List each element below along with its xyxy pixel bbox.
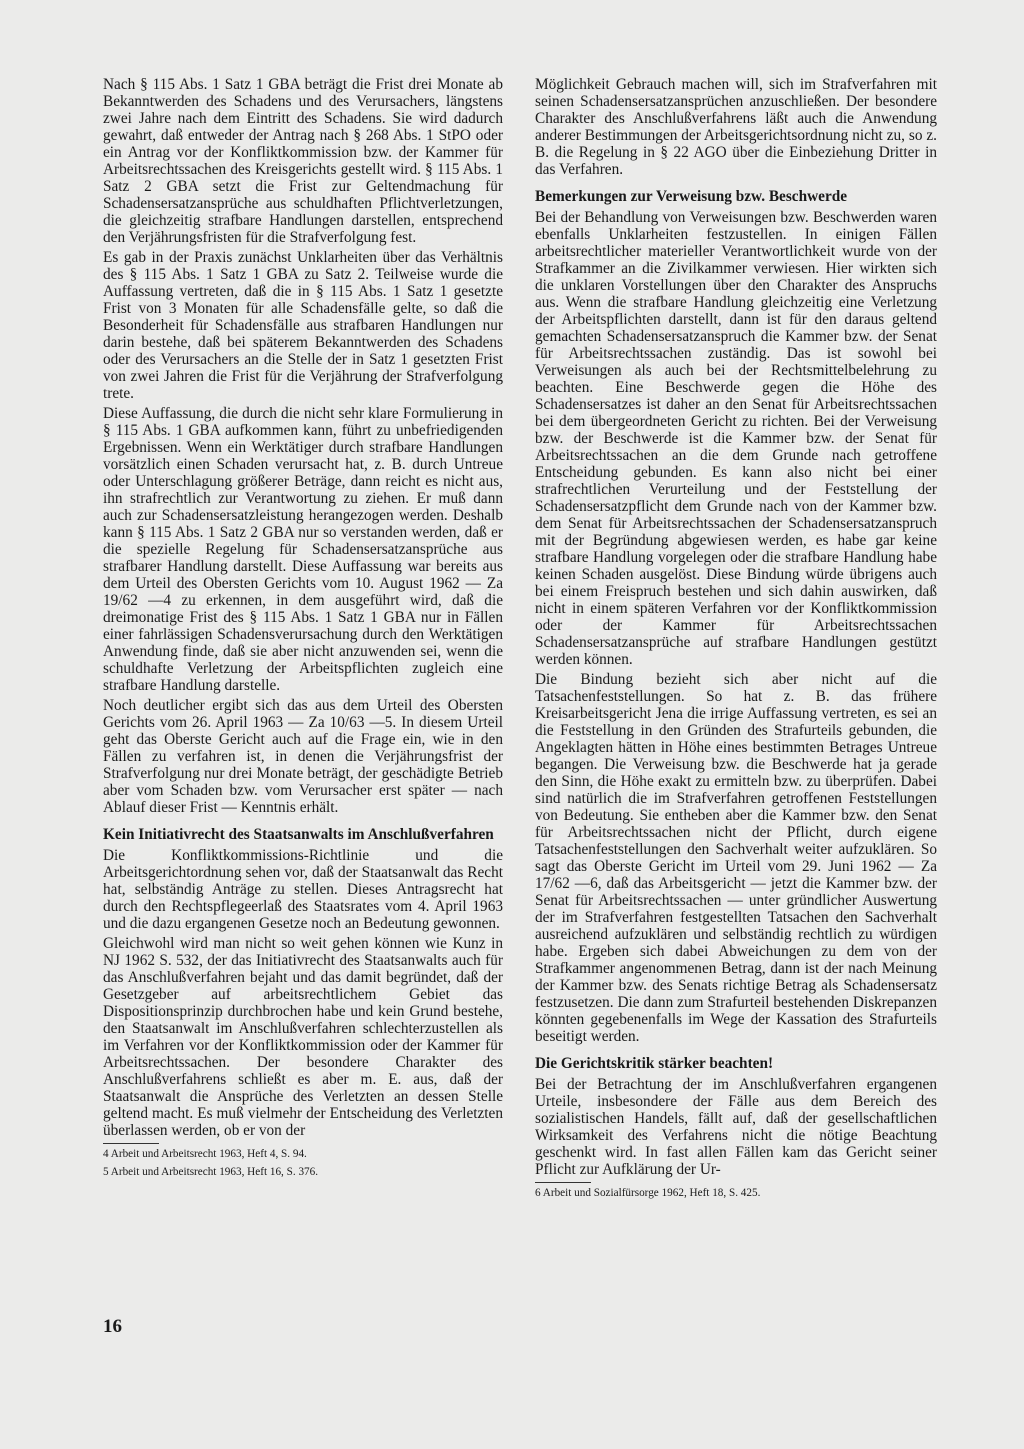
left-column bbox=[103, 76, 503, 1182]
footnote: 4 Arbeit und Arbeitsrecht 1963, Heft 4, S. 94. bbox=[103, 1148, 307, 1160]
section-heading: Die Gerichtskritik stärker beachten! bbox=[535, 1055, 774, 1072]
paragraph: Bei der Betrachtung der im Anschlußverfahren ergangenen Urteile, insbesondere der Fälle aus dem Bereich des sozialistischen Handels, fällt auf, daß der gesellschaftlichen Wirksamkeit des Verfahrens nicht die nötige Beachtung geschenkt wird. In fast allen Fällen kam das Gericht seiner Pflicht zur Aufklärung der Ur- bbox=[535, 1076, 937, 1178]
right-column bbox=[535, 76, 937, 1204]
footnote-divider bbox=[103, 1143, 159, 1144]
paragraph: Noch deutlicher ergibt sich das aus dem Urteil des Obersten Gerichts vom 26. April 1963 — Za 10/63 —5. In diesem Urteil geht das Oberste Gericht auch auf die Frage ein, wie in den Fällen zu verfahren ist, in denen die Verjährungsfrist der Strafverfolgung nur drei Monate beträgt, der geschädigte Betrieb aber vom Schaden bzw. vom Verursacher erst später — nach Ablauf dieser Frist — Kenntnis erhält. bbox=[103, 697, 503, 816]
paragraph: Die Konfliktkommissions-Richtlinie und die Arbeitsgerichtordnung sehen vor, daß der Staatsanwalt das Recht hat, selbständig Anträge zu stellen. Dieses Antragsrecht hat durch den Rechtspflegeerlaß des Staatsrates vom 4. April 1963 und die dazu ergangenen Gesetze noch an Bedeutung gewonnen. bbox=[103, 847, 503, 932]
paragraph: Diese Auffassung, die durch die nicht sehr klare Formulierung in § 115 Abs. 1 GBA aufkommen kann, führt zu unbefriedigenden Ergebnissen. Wenn ein Werktätiger durch strafbare Handlungen vorsätzlich einen Schaden verursacht hat, z. B. durch Untreue oder Unterschlagung größerer Beträge, dann reicht es nicht aus, ihn strafrechtlich zur Verantwortung zu ziehen. Er muß dann auch zur Schadensersatzleistung herangezogen werden. Deshalb kann § 115 Abs. 1 Satz 2 GBA nur so verstanden werden, daß er die spezielle Regelung für Schadensersatzansprüche aus strafbarer Handlung darstellt. Diese Auffassung war bereits aus dem Urteil des Obersten Gerichts vom 10. August 1962 — Za 19/62 —4 zu erkennen, in dem ausgeführt wird, daß die dreimonatige Frist des § 115 Abs. 1 Satz 1 GBA nur in Fällen einer fahrlässigen Schadensverursachung durch den Werktätigen Anwendung finde, daß sie aber nicht anzuwenden sei, wenn die schuldhafte Verletzung der Arbeitspflichten zugleich eine strafbare Handlung darstelle. bbox=[103, 405, 503, 694]
paragraph: Möglichkeit Gebrauch machen will, sich im Strafverfahren mit seinen Schadensersatzansprüchen anzuschließen. Der besondere Charakter des Anschlußverfahrens läßt auch die Anwendung anderer Bestimmungen der Arbeitsgerichtsordnung nicht zu, so z. B. die Regelung in § 22 AGO über die Einbeziehung Dritter in das Verfahren. bbox=[535, 76, 937, 178]
page-number: 16 bbox=[103, 1316, 122, 1337]
section-heading: Bemerkungen zur Verweisung bzw. Beschwerde bbox=[535, 188, 848, 205]
section-heading: Kein Initiativrecht des Staatsanwalts im Anschlußverfahren bbox=[103, 826, 494, 843]
paragraph: Gleichwohl wird man nicht so weit gehen können wie Kunz in NJ 1962 S. 532, der das Initiativrecht des Staatsanwalts auch für das Anschlußverfahren bejaht und das damit begründet, daß der Gesetzgeber auf arbeitsrechtlichem Gebiet das Dispositionsprinzip durchbrochen habe und kein Grund bestehe, den Staatsanwalt im Anschlußverfahren schlechterzustellen als im Verfahren vor der Konfliktkommission oder der Kammer für Arbeitsrechtssachen. Der besondere Charakter des Anschlußverfahrens schließt es aber m. E. aus, daß der Staatsanwalt die Ansprüche des Verletzten an dessen Stelle geltend macht. Es muß vielmehr der Entscheidung des Verletzten überlassen werden, ob er von der bbox=[103, 935, 503, 1139]
paragraph: Es gab in der Praxis zunächst Unklarheiten über das Verhältnis des § 115 Abs. 1 Satz 1 GBA zu Satz 2. Teilweise wurde die Auffassung vertreten, daß die in § 115 Abs. 1 Satz 1 gesetzte Frist von 3 Monaten für alle Schadensfälle gelte, so daß die Besonderheit für Schadensfälle aus strafbaren Handlungen nur darin bestehe, daß bei späterem Bekanntwerden des Schadens oder des Verursachers an die Stelle der in Satz 1 gesetzten Frist von zwei Jahren die Frist für die Verjährung der Strafverfolgung trete. bbox=[103, 249, 503, 402]
footnote: 6 Arbeit und Sozialfürsorge 1962, Heft 18, S. 425. bbox=[535, 1187, 761, 1199]
paragraph: Nach § 115 Abs. 1 Satz 1 GBA beträgt die Frist drei Monate ab Bekanntwerden des Schadens und des Verursachers, längstens zwei Jahre nach dem Eintritt des Schadens. Sie wird dadurch gewahrt, daß entweder der Antrag nach § 268 Abs. 1 StPO oder ein Antrag vor der Konfliktkommission bzw. der Kammer für Arbeitsrechtssachen des Kreisgerichts gestellt wird. § 115 Abs. 1 Satz 2 GBA setzt die Frist zur Geltendmachung für Schadensersatzansprüche aus schuldhaften Pflichtverletzungen, die gleichzeitig strafbare Handlungen darstellen, entsprechend den Verjährungsfristen für die Strafverfolgung fest. bbox=[103, 76, 503, 246]
footnote: 5 Arbeit und Arbeitsrecht 1963, Heft 16, S. 376. bbox=[103, 1165, 319, 1178]
paragraph: Bei der Behandlung von Verweisungen bzw. Beschwerden waren ebenfalls Unklarheiten festzustellen. In einigen Fällen arbeitsrechtlicher materieller Verantwortlichkeit wurde von der Strafkammer an die Zivilkammer verwiesen. Hier wirkten sich die unklaren Vorstellungen über den Charakter des Anspruchs aus. Wenn die strafbare Handlung gleichzeitig eine Verletzung der Arbeitspflichten darstellt, dann ist für den daraus geltend gemachten Schadensersatzanspruch die Kammer bzw. der Senat für Arbeitsrechtssachen zuständig. Das ist sowohl bei Verweisungen als auch bei der Rechtsmittelbelehrung zu beachten. Eine Beschwerde gegen die Höhe des Schadensersatzes ist daher an den Senat für Arbeitsrechtssachen bei dem übergeordneten Gericht zu richten. Bei der Verweisung bzw. der Beschwerde ist die Kammer bzw. der Senat für Arbeitsrechtssachen an die dem Grunde nach getroffene Entscheidung gebunden. Es kann also nicht bei einer strafrechtlichen Verurteilung und der Feststellung der Schadensersatzpflicht dem Grunde nach von der Kammer bzw. dem Senat für Arbeitsrechtssachen der Schadensersatzanspruch mit der Begründung abgewiesen werden, es habe gar keine strafbare Handlung vorgelegen oder die strafbare Handlung habe keinen Schaden ausgelöst. Diese Bindung würde übrigens auch bei einem Freispruch bestehen und sich dahin auswirken, daß nicht in einem späteren Verfahren vor der Konfliktkommission oder der Kammer für Arbeitsrechtssachen Schadensersatzansprüche auf strafbare Handlungen gestützt werden können. bbox=[535, 209, 937, 668]
paragraph: Die Bindung bezieht sich aber nicht auf die Tatsachenfeststellungen. So hat z. B. das frühere Kreisarbeitsgericht Jena die irrige Auffassung vertreten, es sei an die Feststellung in den Gründen des Strafurteils gebunden, die Angeklagten hätten in Höhe eines bestimmten Betrages Untreue begangen. Die Verweisung bzw. die Beschwerde hat ja gerade den Sinn, die Höhe exakt zu ermitteln bzw. zu überprüfen. Dabei sind natürlich die im Strafverfahren getroffenen Feststellungen von Bedeutung. Sie entheben aber die Kammer bzw. den Senat für Arbeitsrechtssachen nicht der Pflicht, durch eigene Tatsachenfeststellungen den Sachverhalt weiter aufzuklären. So sagt das Oberste Gericht im Urteil vom 29. Juni 1962 — Za 17/62 —6, daß das Arbeitsgericht — jetzt die Kammer bzw. der Senat für Arbeitsrechtssachen — unter gründlicher Auswertung der im Strafverfahren festgestellten Tatsachen den Sachverhalt ausreichend aufzuklären und selbständig rechtlich zu würdigen habe. Ergeben sich dabei Abweichungen zu dem von der Strafkammer angenommenen Betrag, dann ist der nach Meinung der Kammer bzw. des Senats richtige Betrag als Schadensersatz festzusetzen. Die dann zum Strafurteil bestehenden Diskrepanzen könnten gegebenenfalls im Wege der Kassation des Strafurteils beseitigt werden. bbox=[535, 671, 937, 1045]
footnote-divider bbox=[535, 1182, 591, 1183]
